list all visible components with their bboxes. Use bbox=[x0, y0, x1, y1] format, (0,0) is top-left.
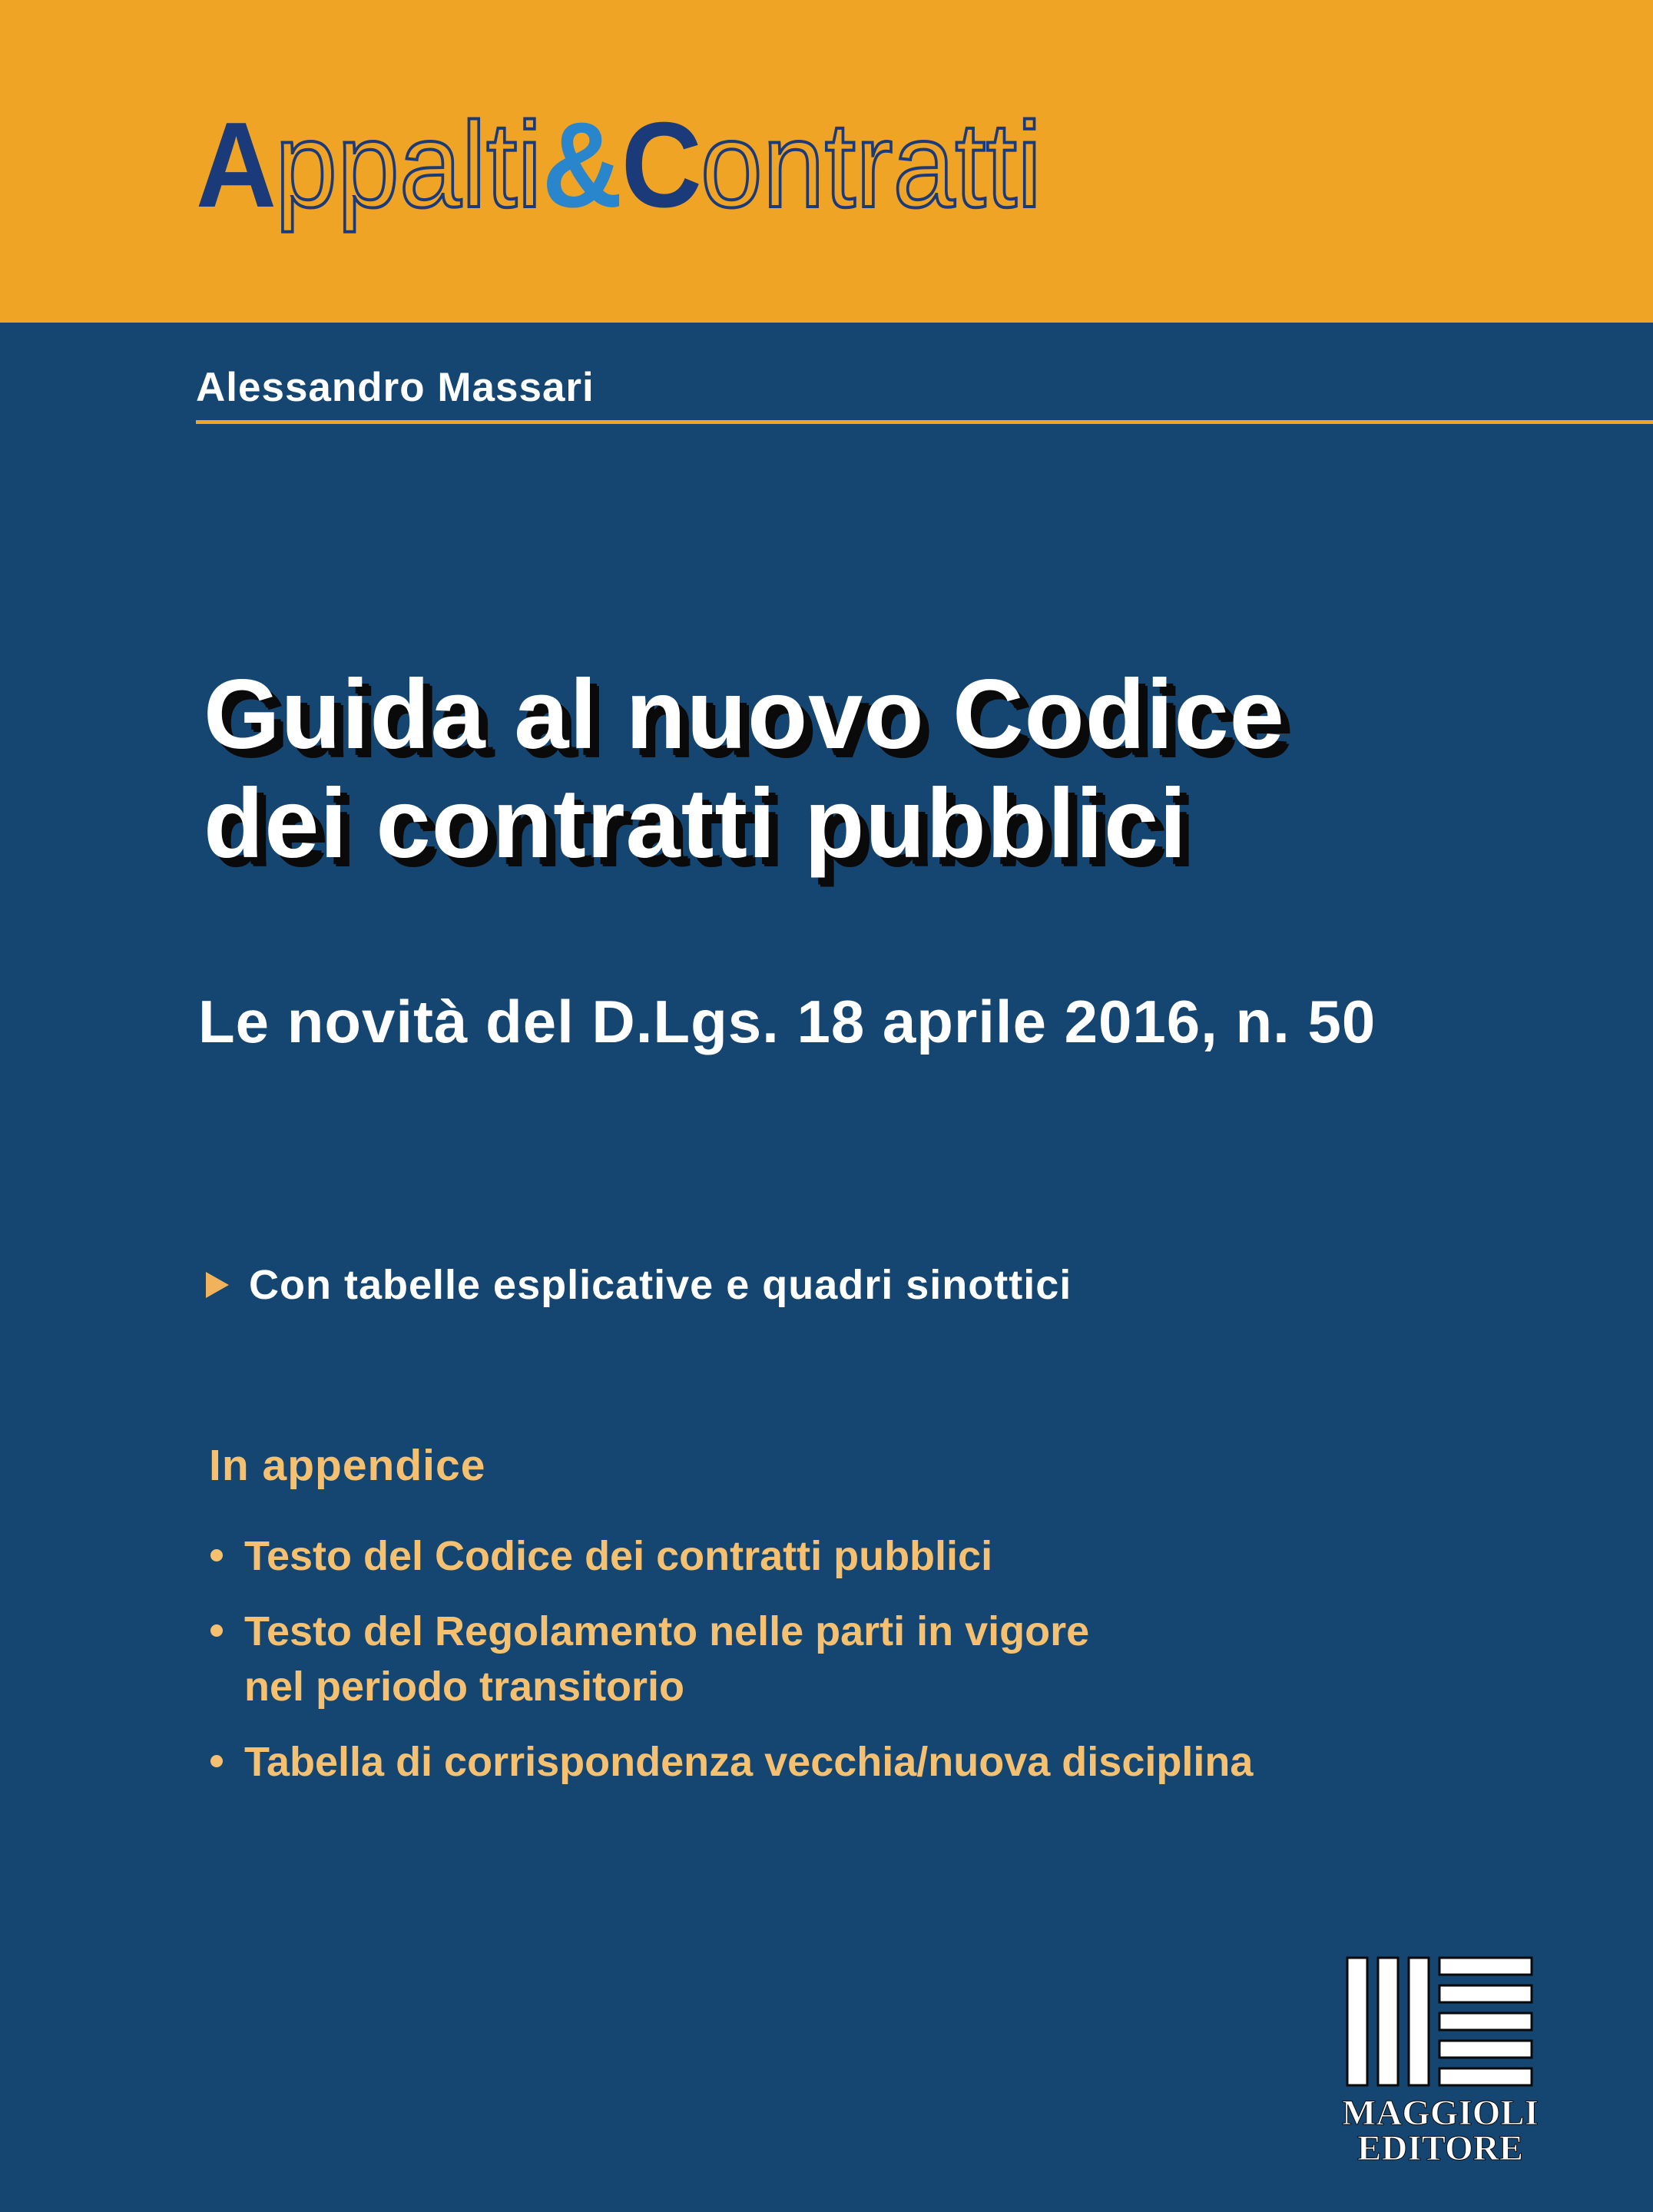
book-title-line-1: Guida al nuovo Codice bbox=[204, 660, 1285, 770]
series-title bbox=[196, 98, 1042, 233]
appendix-item-text-continued: nel periodo transitorio bbox=[244, 1664, 685, 1710]
series-initial-c: C bbox=[621, 98, 701, 233]
bullet-dot-icon bbox=[210, 1624, 223, 1637]
appendix-heading: In appendice bbox=[209, 1441, 486, 1490]
series-ampersand: & bbox=[542, 98, 621, 233]
publisher-name bbox=[1329, 2095, 1552, 2166]
book-title-line-2: dei contratti pubblici bbox=[204, 769, 1188, 879]
list-item bbox=[209, 1528, 1253, 1584]
feature-text: Con tabelle esplicative e quadri sinottici bbox=[249, 1262, 1072, 1308]
bullet-dot-icon bbox=[210, 1755, 223, 1767]
list-item bbox=[209, 1604, 1253, 1714]
feature-note bbox=[206, 1258, 1072, 1312]
bullet-dot-icon bbox=[210, 1549, 223, 1561]
series-band bbox=[0, 0, 1653, 323]
appendix-item-text: Testo del Codice dei contratti pubblici bbox=[244, 1533, 993, 1579]
author-name: Alessandro Massari bbox=[196, 365, 595, 410]
appendix-item-text: Tabella di corrispondenza vecchia/nuova disciplina bbox=[244, 1739, 1254, 1785]
appendix-list bbox=[209, 1528, 1253, 1810]
appendix-item-text: Testo del Regolamento nelle parti in vigore bbox=[244, 1608, 1090, 1654]
series-word-1: ppalti bbox=[275, 98, 542, 233]
author-divider bbox=[196, 420, 1653, 424]
maggioli-logo-icon bbox=[1344, 1955, 1536, 2089]
triangle-bullet-icon bbox=[206, 1272, 229, 1298]
series-initial-a: A bbox=[196, 98, 276, 233]
series-word-2: ontratti bbox=[700, 98, 1042, 233]
publisher-line-1: MAGGIOLI bbox=[1342, 2093, 1539, 2133]
book-title bbox=[204, 661, 1285, 879]
list-item bbox=[209, 1734, 1253, 1790]
publisher-line-2: EDITORE bbox=[1357, 2128, 1523, 2168]
book-subtitle: Le novità del D.Lgs. 18 aprile 2016, n. 50 bbox=[198, 988, 1376, 1055]
